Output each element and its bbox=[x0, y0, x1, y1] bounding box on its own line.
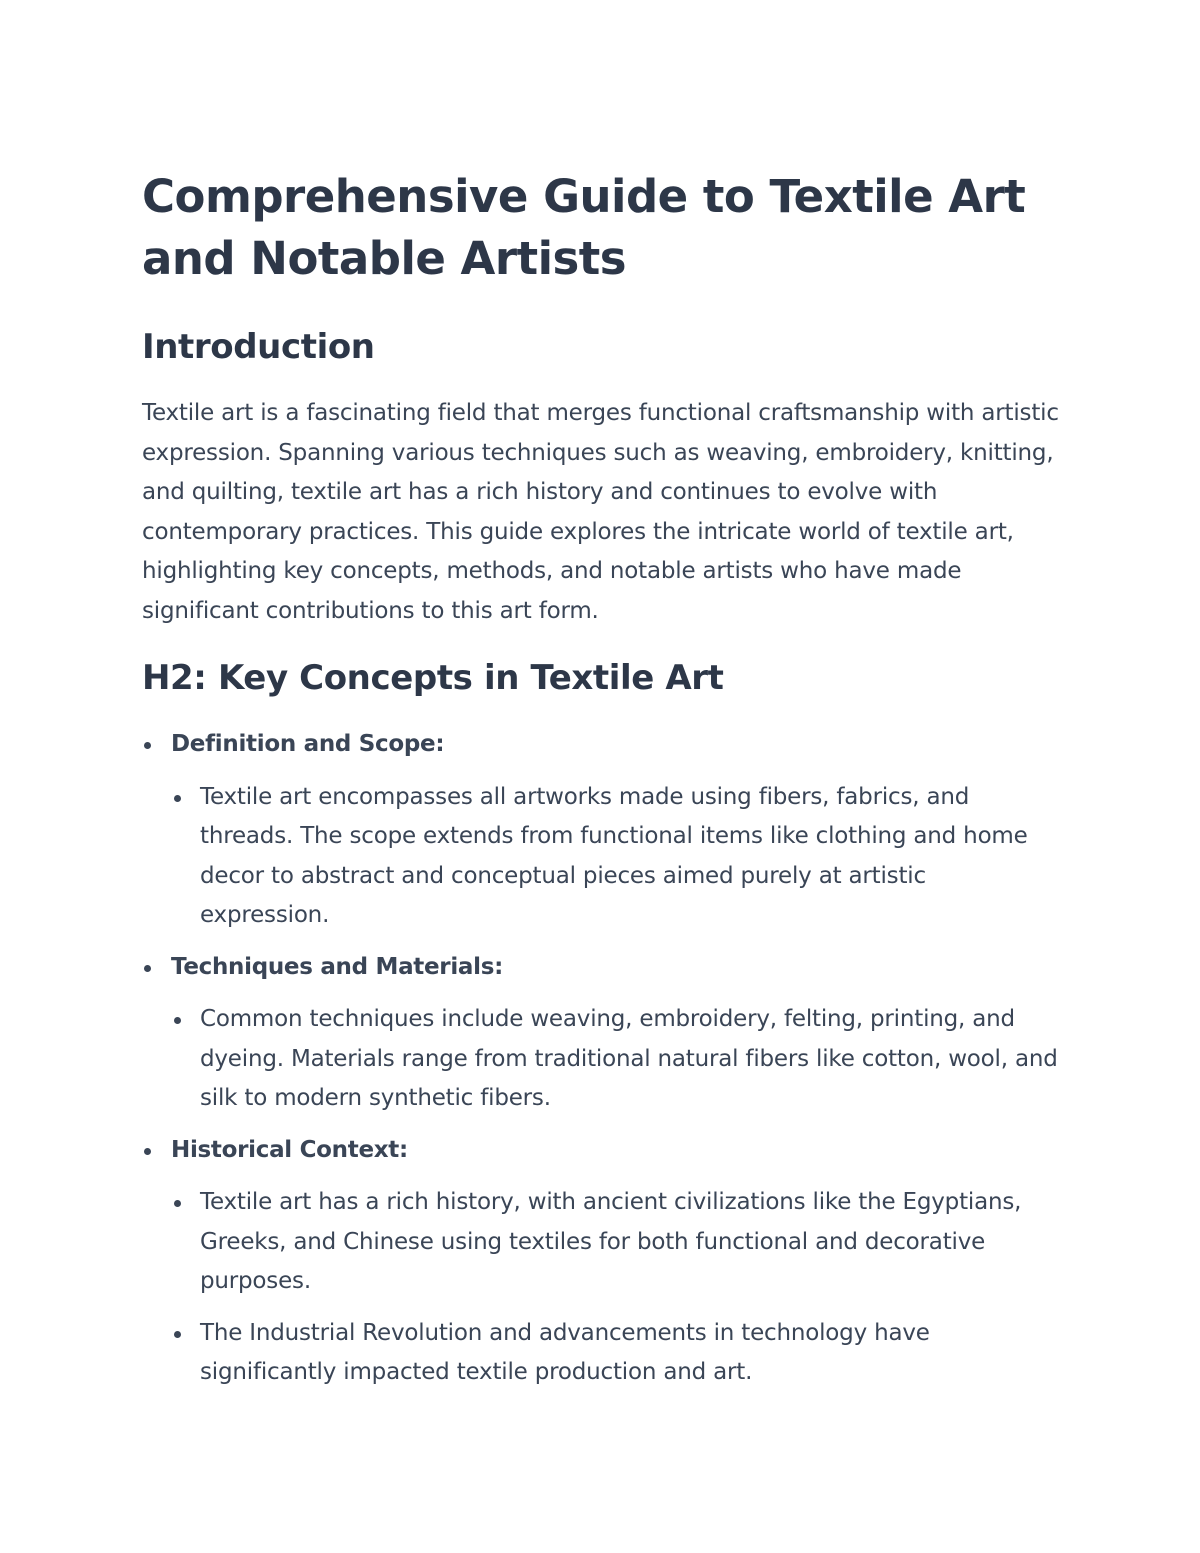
concept-point: Common techniques include weaving, embroidery, felting, printing, and dyeing. Materials range from traditional natural fibers like cotton, wool, and silk to modern synthetic fibers. bbox=[171, 1000, 1062, 1119]
concept-point: Textile art encompasses all artworks made using fibers, fabrics, and threads. The scope extends from functional items like clothing and home decor to abstract and conceptual pieces aimed purely at artistic expression. bbox=[171, 778, 1062, 936]
introduction-heading: Introduction bbox=[142, 327, 375, 367]
key-concepts-list bbox=[142, 725, 1062, 1393]
document-title: Comprehensive Guide to Textile Art and Notable Artists bbox=[142, 170, 1026, 285]
concept-item-definition-scope bbox=[142, 725, 1062, 936]
concept-point: The Industrial Revolution and advancements in technology have significantly impacted textile production and art. bbox=[171, 1314, 1062, 1393]
concept-points bbox=[171, 778, 1062, 936]
concept-term: Historical Context: bbox=[171, 1136, 408, 1163]
concept-term: Definition and Scope: bbox=[171, 731, 445, 757]
key-concepts-heading: H2: Key Concepts in Textile Art bbox=[142, 658, 724, 698]
concept-item-techniques-materials bbox=[142, 948, 1062, 1119]
concept-point: Textile art has a rich history, with ancient civilizations like the Egyptians, Greeks, and Chinese using textiles for both functional and decorative purposes. bbox=[171, 1183, 1062, 1302]
concept-points bbox=[171, 1183, 1062, 1393]
introduction-paragraph: Textile art is a fascinating field that merges functional craftsmanship with artistic expression. Spanning various techniques such as weaving, embroidery, knitting, and quilting, textile art has a rich history and continues to evolve with contemporary practices. This guide explores the intricate world of textile art, highlighting key concepts, methods, and notable artists who have made significant contributions to this art form. bbox=[142, 400, 1059, 624]
concept-points bbox=[171, 1000, 1062, 1119]
concept-item-historical-context bbox=[142, 1131, 1062, 1393]
concept-term: Techniques and Materials: bbox=[171, 953, 504, 980]
document-page bbox=[142, 166, 1062, 1405]
